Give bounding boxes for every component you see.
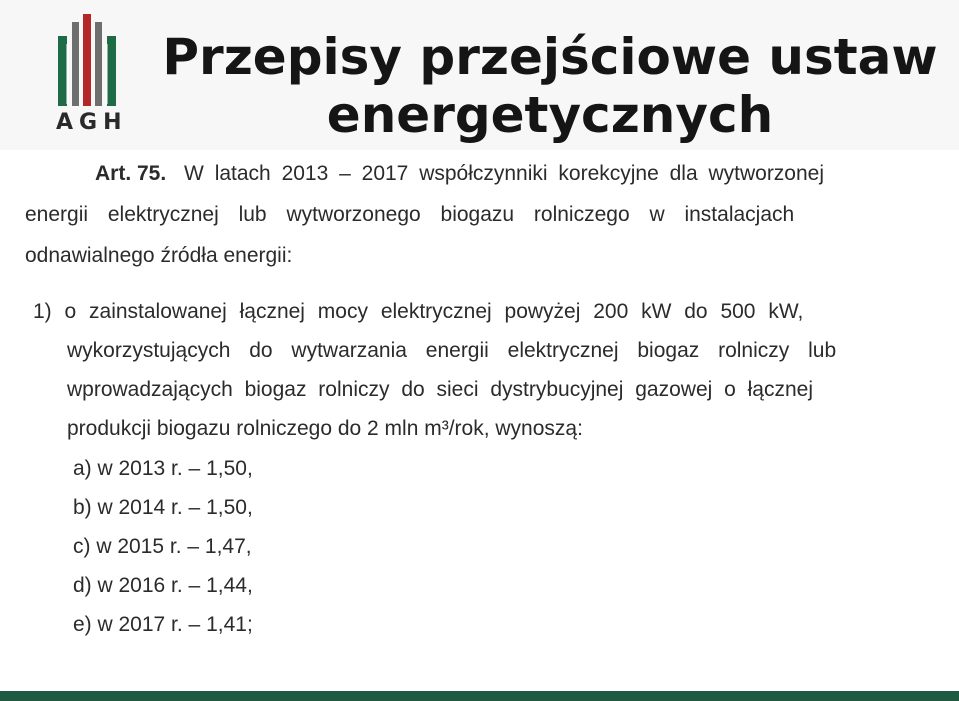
- paragraph-line: energii elektrycznej lub wytworzonego biogazu rolniczego w instalacjach: [25, 203, 795, 226]
- agh-logo-text: AGH: [56, 110, 128, 135]
- list-item-line: produkcji biogazu rolniczego do 2 mln m³/rok, wynoszą:: [67, 417, 583, 440]
- paragraph-line: W latach 2013 – 2017 współczynniki korekcyjne dla wytworzonej: [184, 162, 825, 185]
- bottom-accent-bar: [0, 691, 959, 701]
- sub-list-item: b) w 2014 r. – 1,50,: [73, 496, 253, 519]
- list-item-line: wprowadzających biogaz rolniczy do sieci dystrybucyjnej gazowej o łącznej: [67, 378, 814, 401]
- slide-title-line-2: energetycznych: [326, 86, 774, 144]
- sub-list-item: c) w 2015 r. – 1,47,: [73, 535, 252, 558]
- list-item-line: wykorzystujących do wytwarzania energii elektrycznej biogaz rolniczy lub: [67, 339, 837, 362]
- article-heading-line: [95, 161, 943, 187]
- sub-list-item: d) w 2016 r. – 1,44,: [73, 574, 253, 597]
- slide-title-line-1: Przepisy przejściowe ustaw: [162, 28, 938, 86]
- paragraph-line: odnawialnego źródła energii:: [25, 244, 293, 267]
- list-item-line: 1) o zainstalowanej łącznej mocy elektrycznej powyżej 200 kW do 500 kW,: [33, 300, 804, 323]
- sub-list-item: e) w 2017 r. – 1,41;: [73, 613, 253, 636]
- article-label: Art. 75.: [95, 162, 167, 185]
- sub-list-item: a) w 2013 r. – 1,50,: [73, 457, 253, 480]
